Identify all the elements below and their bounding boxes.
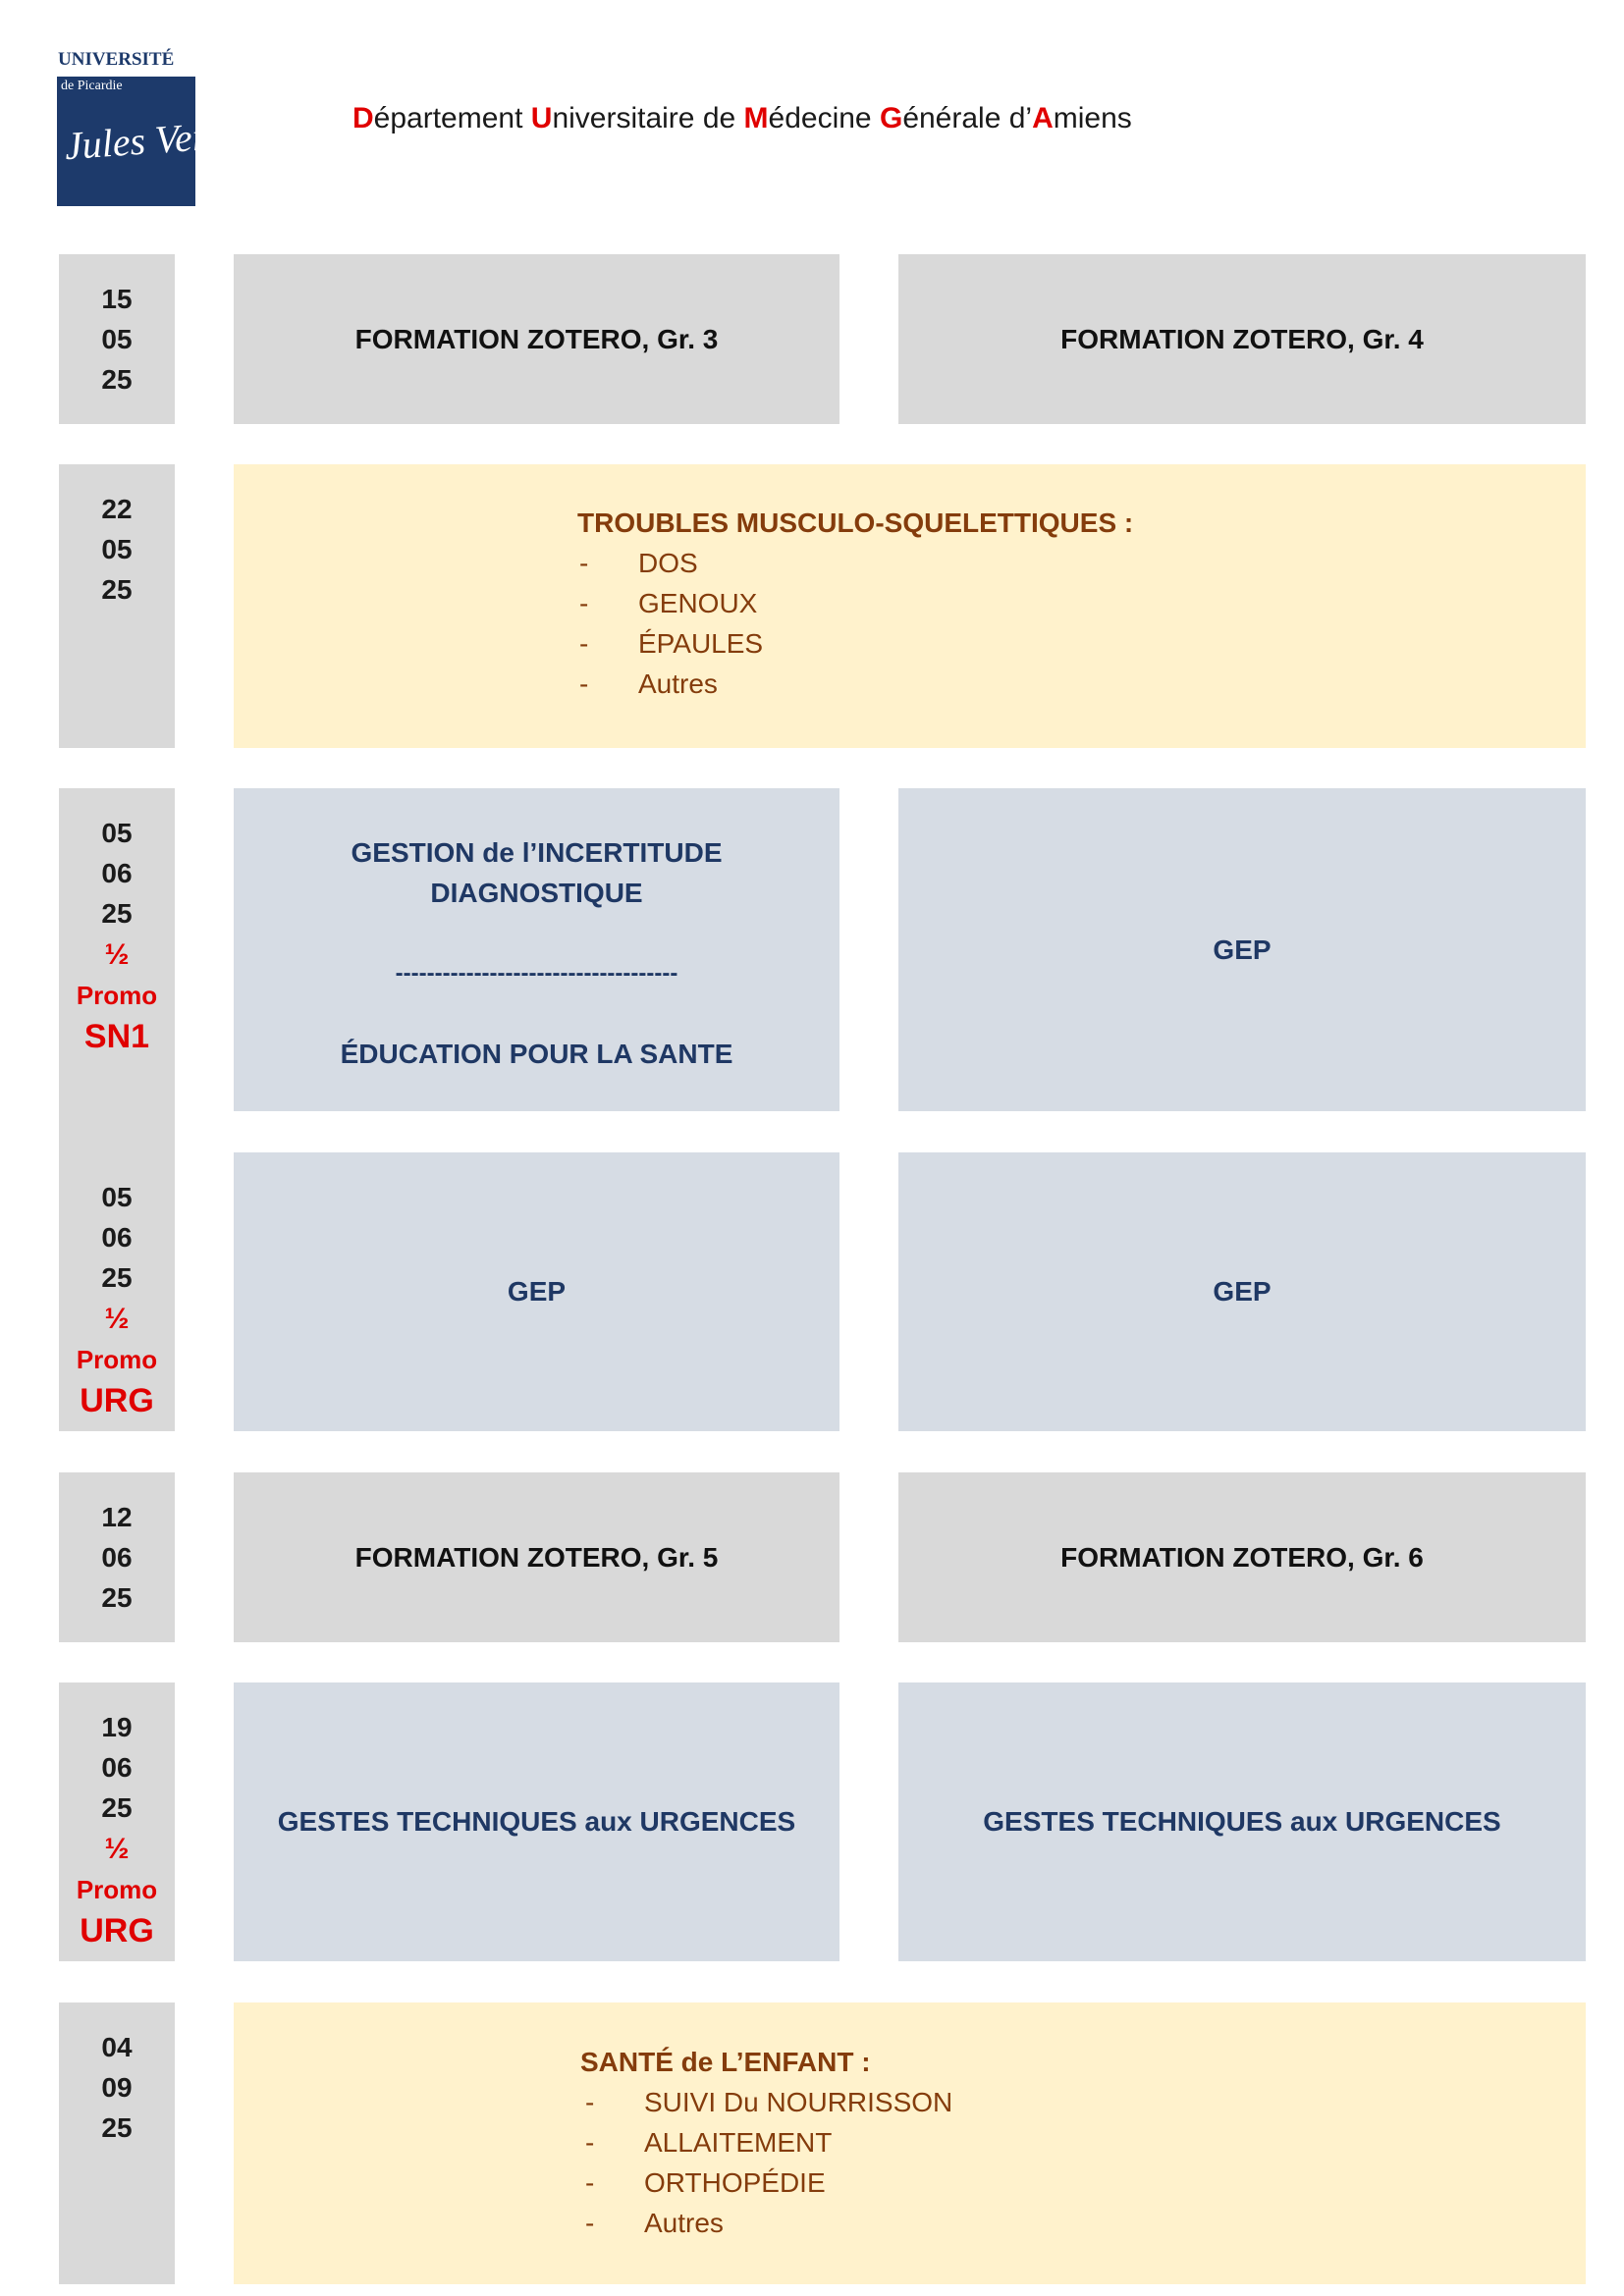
session-cell-wide — [234, 464, 1586, 748]
title-part: A — [1032, 102, 1054, 134]
title-part: D — [352, 102, 374, 134]
session-cell: FORMATION ZOTERO, Gr. 6 — [898, 1472, 1586, 1642]
svg-text:UNIVERSITÉ: UNIVERSITÉ — [58, 49, 175, 70]
topic-item: - SUIVI Du NOURRISSON — [585, 2087, 953, 2117]
university-logo — [57, 47, 246, 206]
title-part: énérale d’ — [902, 102, 1033, 134]
topic-list — [580, 2042, 952, 2243]
title-part: niversitaire de — [552, 102, 744, 134]
session-cell: GEP — [898, 1152, 1586, 1431]
svg-text:de Picardie: de Picardie — [61, 79, 123, 93]
session-cell: FORMATION ZOTERO, Gr. 4 — [898, 254, 1586, 424]
session-cell: GESTES TECHNIQUES aux URGENCES — [898, 1682, 1586, 1961]
title-part: édecine — [768, 102, 880, 134]
session-cell: GEP — [898, 788, 1586, 1111]
session-cell: GESTION de l’INCERTITUDE DIAGNOSTIQUE ------------------------------------ ÉDUCATION POUR LA SANTE — [234, 788, 839, 1111]
topic-item: - Autres — [585, 2208, 724, 2238]
date-cell: 22 05 25 — [59, 464, 175, 748]
topic-title: SANTÉ de L’ENFANT : — [580, 2047, 871, 2077]
date-cell: 15 05 25 — [59, 254, 175, 424]
date-cell: 12 06 25 — [59, 1472, 175, 1642]
title-part: G — [879, 102, 903, 134]
topic-item: - ÉPAULES — [579, 628, 764, 659]
topic-title: TROUBLES MUSCULO-SQUELETTIQUES : — [577, 507, 1134, 538]
title-part: M — [743, 102, 769, 134]
title-part: miens — [1053, 102, 1132, 134]
session-cell: GEP — [234, 1152, 839, 1431]
svg-text:Jules Verne: Jules Verne — [63, 111, 246, 169]
topic-item: - ALLAITEMENT — [585, 2127, 833, 2158]
session-cell: FORMATION ZOTERO, Gr. 5 — [234, 1472, 839, 1642]
date-cell: 05 06 25 ½ Promo SN1 — [76, 818, 158, 1055]
topic-item: - GENOUX — [579, 588, 758, 618]
title-part: épartement — [373, 102, 531, 134]
topic-item: - Autres — [579, 668, 718, 699]
date-cell: 05 06 25 ½ Promo URG — [76, 1182, 158, 1419]
separator: ------------------------------------ — [395, 959, 678, 987]
topic-list — [577, 503, 1133, 704]
topic-item: - DOS — [579, 548, 698, 578]
session-cell: GESTES TECHNIQUES aux URGENCES — [234, 1682, 839, 1961]
page-title — [352, 102, 1132, 135]
topic-item: - ORTHOPÉDIE — [585, 2167, 826, 2198]
date-cell: 19 06 25 ½ Promo URG — [59, 1682, 175, 1961]
session-cell: FORMATION ZOTERO, Gr. 3 — [234, 254, 839, 424]
session-cell-wide — [234, 2002, 1586, 2284]
title-part: U — [530, 102, 553, 134]
date-cell: 04 09 25 — [59, 2002, 175, 2284]
